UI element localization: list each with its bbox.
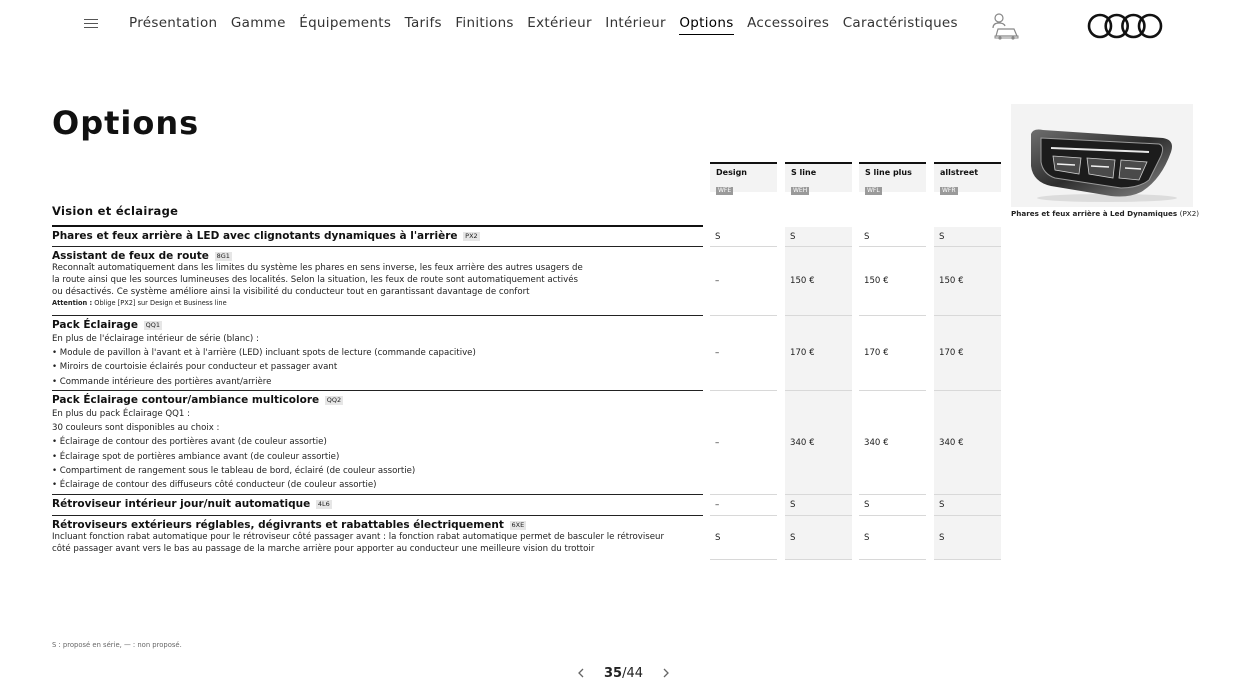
option-description: • Éclairage de contour des diffuseurs côté conducteur (de couleur assortie) <box>52 480 377 491</box>
nav-item-exterieur[interactable]: Extérieur <box>527 15 592 31</box>
option-description: • Module de pavillon à l'avant et à l'arrière (LED) incluant spots de lecture (commande capacitive) <box>52 348 476 359</box>
column-header-allstreet <box>934 162 1001 192</box>
option-title-text: Assistant de feux de route <box>52 250 209 262</box>
option-title-text: Pack Éclairage <box>52 319 138 331</box>
column-code: WFR <box>942 187 956 194</box>
image-caption-code: (PX2) <box>1179 209 1200 218</box>
option-title <box>52 394 703 407</box>
top-navigation <box>0 0 1244 50</box>
option-row-lighting-pack <box>52 316 703 391</box>
value-cell: S <box>934 495 1001 516</box>
option-code: QQ2 <box>326 396 342 404</box>
value-cell: S <box>710 227 777 247</box>
chevron-right-icon <box>662 668 670 678</box>
option-title-text: Rétroviseurs extérieurs réglables, dégivrants et rabattables électriquement <box>52 519 504 531</box>
nav-item-caracteristiques[interactable]: Caractéristiques <box>842 15 958 31</box>
column-code: WFL <box>867 187 880 194</box>
option-description: En plus de l'éclairage intérieur de série (blanc) : <box>52 334 259 344</box>
column-name: S line plus <box>865 168 912 177</box>
option-description: • Éclairage spot de portières ambiance avant (de couleur assortie) <box>52 451 340 462</box>
chevron-left-icon <box>577 668 585 678</box>
option-description: • Miroirs de courtoisie éclairés pour conducteur et passager avant <box>52 362 338 373</box>
column-code: WFE <box>718 187 732 194</box>
value-cell: S <box>859 516 926 560</box>
option-note-text: Oblige [PX2] sur Design et Business line <box>94 299 227 308</box>
headlight-illustration <box>1011 104 1193 207</box>
headlight-image <box>1011 104 1193 207</box>
image-caption <box>1011 209 1199 218</box>
column-name: Design <box>716 168 747 177</box>
option-description: • Compartiment de rangement sous le tableau de bord, éclairé (de couleur assortie) <box>52 465 416 476</box>
section-title: Vision et éclairage <box>52 204 179 218</box>
audi-rings-logo <box>1087 12 1163 40</box>
option-row-high-beam-assist <box>52 247 703 316</box>
value-cell: 340 € <box>785 391 852 495</box>
column-code: WEH <box>793 187 808 194</box>
option-row-ambient-lighting-pack <box>52 391 703 495</box>
option-code: QQ1 <box>145 321 160 329</box>
total-pages: /44 <box>622 665 644 681</box>
nav-item-accessoires[interactable]: Accessoires <box>747 15 830 31</box>
option-title <box>52 519 703 532</box>
legend: S : proposé en série, — : non proposé. <box>52 641 182 649</box>
option-description: En plus du pack Éclairage QQ1 : <box>52 409 190 419</box>
value-cell: – <box>710 316 777 391</box>
option-description: 30 couleurs sont disponibles au choix : <box>52 423 220 434</box>
value-cell: 170 € <box>934 316 1001 391</box>
option-title-text: Rétroviseur intérieur jour/nuit automatique <box>52 498 311 510</box>
value-cell: S <box>859 495 926 516</box>
value-cell: 150 € <box>859 247 926 316</box>
option-title-text: Pack Éclairage contour/ambiance multicolore <box>52 394 320 406</box>
option-title <box>52 230 703 243</box>
value-cell: S <box>859 227 926 247</box>
nav-items <box>129 15 971 35</box>
option-code: 6XE <box>511 521 525 529</box>
option-note <box>52 298 703 309</box>
value-cell: – <box>710 495 777 516</box>
column-name: S line <box>791 168 817 177</box>
previous-page-button[interactable] <box>572 664 590 682</box>
option-description: • Éclairage de contour des portières avant (de couleur assortie) <box>52 437 327 448</box>
option-row-interior-mirror <box>52 495 703 516</box>
option-description: • Commande intérieure des portières avant/arrière <box>52 376 272 387</box>
column-header-s-line <box>785 162 852 192</box>
value-cell: – <box>710 391 777 495</box>
option-code: 4L6 <box>317 500 330 508</box>
value-cell: S <box>934 227 1001 247</box>
option-title <box>52 319 703 332</box>
value-cell: S <box>785 516 852 560</box>
value-cell: S <box>785 495 852 516</box>
value-cell: 150 € <box>934 247 1001 316</box>
image-caption-text: Phares et feux arrière à Led Dynamiques <box>1011 209 1178 218</box>
current-page: 35 <box>604 665 623 681</box>
nav-item-presentation[interactable]: Présentation <box>129 15 218 31</box>
dealer-car-icon[interactable] <box>990 12 1022 40</box>
option-row-led-lights <box>52 227 703 247</box>
option-description: côté passager avant vers le bas au passage de la marche arrière pour apporter au conducteur une meilleure vision du trottoir <box>52 543 595 554</box>
option-title-text: Phares et feux arrière à LED avec clignotants dynamiques à l'arrière <box>52 230 458 242</box>
option-description: la route ainsi que les sources lumineuses des localités. Selon la situation, les feux de route sont automatiquement activés <box>52 274 578 285</box>
page-indicator <box>604 666 643 681</box>
option-description: Incluant fonction rabat automatique pour le rétroviseur côté passager avant : la fonction rabat automatique permet de basculer le rétroviseur <box>52 532 664 542</box>
value-cell: S <box>934 516 1001 560</box>
option-title <box>52 250 703 263</box>
hamburger-menu-icon[interactable] <box>84 19 98 31</box>
value-cell: 340 € <box>934 391 1001 495</box>
value-cell: S <box>785 227 852 247</box>
option-description: Reconnaît automatiquement dans les limites du système les phares en sens inverse, les feux arrière des autres usagers de <box>52 263 583 273</box>
column-header-design <box>710 162 777 192</box>
value-cell: 170 € <box>859 316 926 391</box>
value-cell: – <box>710 247 777 316</box>
option-note-label: Attention : <box>52 299 93 308</box>
nav-item-gamme[interactable]: Gamme <box>230 15 286 31</box>
option-code: 8G1 <box>216 252 230 260</box>
nav-item-tarifs[interactable]: Tarifs <box>404 15 442 31</box>
option-code: PX2 <box>465 232 478 240</box>
value-cell: 170 € <box>785 316 852 391</box>
value-cell: S <box>710 516 777 560</box>
nav-item-equipements[interactable]: Équipements <box>299 15 392 31</box>
nav-item-options[interactable]: Options <box>679 15 733 35</box>
pagination <box>572 664 675 682</box>
column-header-s-line-plus <box>859 162 926 192</box>
column-name: allstreet <box>940 168 979 177</box>
nav-item-interieur[interactable]: Intérieur <box>605 15 666 31</box>
option-row-exterior-mirrors <box>52 516 703 560</box>
option-description: ou désactivés. Ce système améliore ainsi la visibilité du conducteur tout en garantissant davantage de confort <box>52 286 530 297</box>
value-cell: 150 € <box>785 247 852 316</box>
value-cell: 340 € <box>859 391 926 495</box>
next-page-button[interactable] <box>657 664 675 682</box>
nav-item-finitions[interactable]: Finitions <box>455 15 514 31</box>
option-title <box>52 498 703 511</box>
page-title: Options <box>52 104 200 142</box>
